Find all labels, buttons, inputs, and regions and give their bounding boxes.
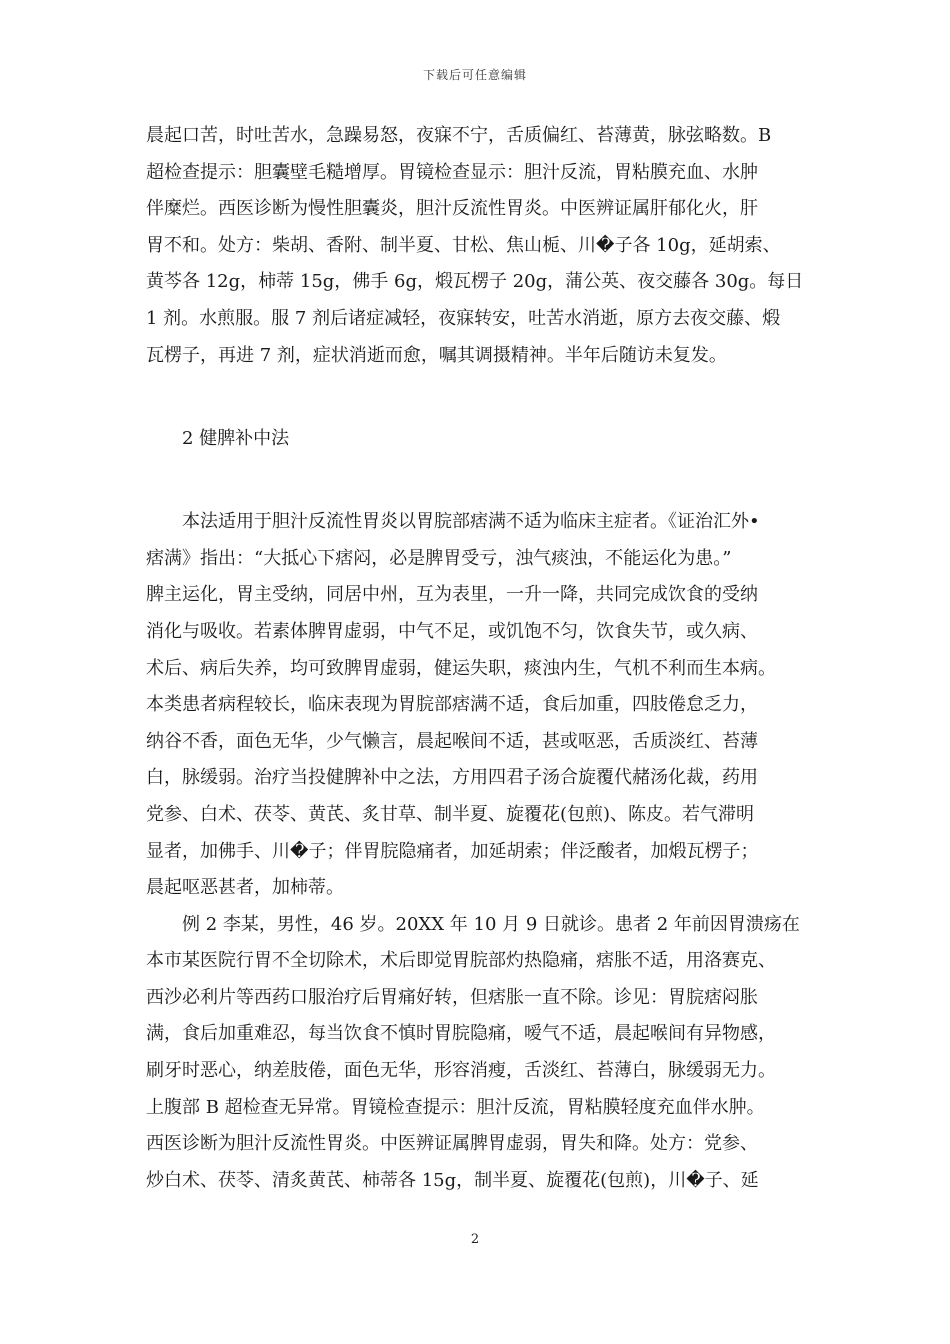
text-line: 消化与吸收。若素体脾胃虚弱，中气不足，或饥饱不匀，饮食失节，或久病、 <box>146 620 758 642</box>
text-line: 脾主运化，胃主受纳，同居中州，互为表里，一升一降，共同完成饮食的受纳 <box>146 584 758 606</box>
text-line: 本类患者病程较长，临床表现为胃脘部痞满不适，食后加重，四肢倦怠乏力， <box>146 694 758 716</box>
text-line: 白，脉缓弱。治疗当投健脾补中之法，方用四君子汤合旋覆代赭汤化裁，药用 <box>146 767 758 789</box>
text-line: 西沙必利片等西药口服治疗后胃痛好转，但痞胀一直不除。诊见：胃脘痞闷胀 <box>146 986 758 1008</box>
spacer <box>146 374 814 421</box>
page-number: 2 <box>470 1232 480 1247</box>
text-line: 本法适用于胆汁反流性胃炎以胃脘部痞满不适为临床主症者。《证治汇外• <box>182 511 760 533</box>
text-line: 黄芩各 12g，柿蒂 15g，佛手 6g，煅瓦楞子 20g，蒲公英、夜交藤各 30g。每日 <box>146 271 804 293</box>
case-paragraph-1 <box>146 118 814 374</box>
text-line: 刷牙时恶心，纳差肢倦，面色无华，形容消瘦，舌淡红、苔薄白，脉缓弱无力。 <box>146 1060 776 1082</box>
text-line: 瓦楞子，再进 7 剂，症状消逝而愈，嘱其调摄精神。半年后随访未复发。 <box>146 344 727 366</box>
text-line: 纳谷不香，面色无华，少气懒言，晨起喉间不适，甚或呕恶，舌质淡红、苔薄 <box>146 730 758 752</box>
text-line: 例 2 李某，男性，46 岁。20XX 年 10 月 9 日就诊。患者 2 年前因胃溃疡在 <box>182 913 800 935</box>
text-line: 超检查提示：胆囊壁毛糙增厚。胃镜检查显示：胆汁反流，胃粘膜充血、水肿 <box>146 161 758 183</box>
text-line: 1 剂。水煎服。服 7 剂后诸症减轻，夜寐转安，吐苦水消逝，原方去夜交藤、煅 <box>146 307 781 329</box>
text-line: 炒白术、茯苓、清炙黄芪、柿蒂各 15g，制半夏、旋覆花(包煎)，川�子、延 <box>146 1169 759 1191</box>
text-line: 上腹部 B 超检查无异常。胃镜检查提示：胆汁反流，胃粘膜轻度充血伴水肿。 <box>146 1096 765 1118</box>
text-line: 党参、白术、茯苓、黄芪、炙甘草、制半夏、旋覆花(包煎)、陈皮。若气滞明 <box>146 803 755 825</box>
text-line: 痞满》指出：“大抵心下痞闷，必是脾胃受亏，浊气痰浊，不能运化为患。” <box>146 547 732 569</box>
text-line: 西医诊断为胆汁反流性胃炎。中医辨证属脾胃虚弱，胃失和降。处方：党参、 <box>146 1133 758 1155</box>
text-line: 术后、病后失养，均可致脾胃虚弱，健运失职，痰浊内生，气机不利而生本病。 <box>146 657 776 679</box>
text-line: 满，食后加重难忍，每当饮食不慎时胃脘隐痛，嗳气不适，晨起喉间有异物感， <box>146 1023 776 1045</box>
text-line: 胃不和。处方：柴胡、香附、制半夏、甘松、焦山栀、川�子各 10g，延胡索、 <box>146 234 781 256</box>
text-line: 晨起呕恶甚者，加柿蒂。 <box>146 877 344 899</box>
spacer <box>146 457 814 504</box>
method-paragraph <box>146 504 814 907</box>
text-line: 晨起口苦，时吐苦水，急躁易怒，夜寐不宁，舌质偏红、苔薄黄，脉弦略数。B <box>146 125 772 146</box>
page-header: 下载后可任意编辑 <box>422 68 527 82</box>
case-paragraph-2 <box>146 907 814 1200</box>
text-line: 显者，加佛手、川�子；伴胃脘隐痛者，加延胡索；伴泛酸者，加煅瓦楞子； <box>146 840 759 862</box>
document-body <box>146 118 814 1199</box>
text-line: 伴糜烂。西医诊断为慢性胆囊炎，胆汁反流性胃炎。中医辨证属肝郁化火，肝 <box>146 198 758 220</box>
text-line: 本市某医院行胃不全切除术，术后即觉胃脘部灼热隐痛，痞胀不适，用洛赛克、 <box>146 950 776 972</box>
section-heading: 2 健脾补中法 <box>182 428 290 450</box>
